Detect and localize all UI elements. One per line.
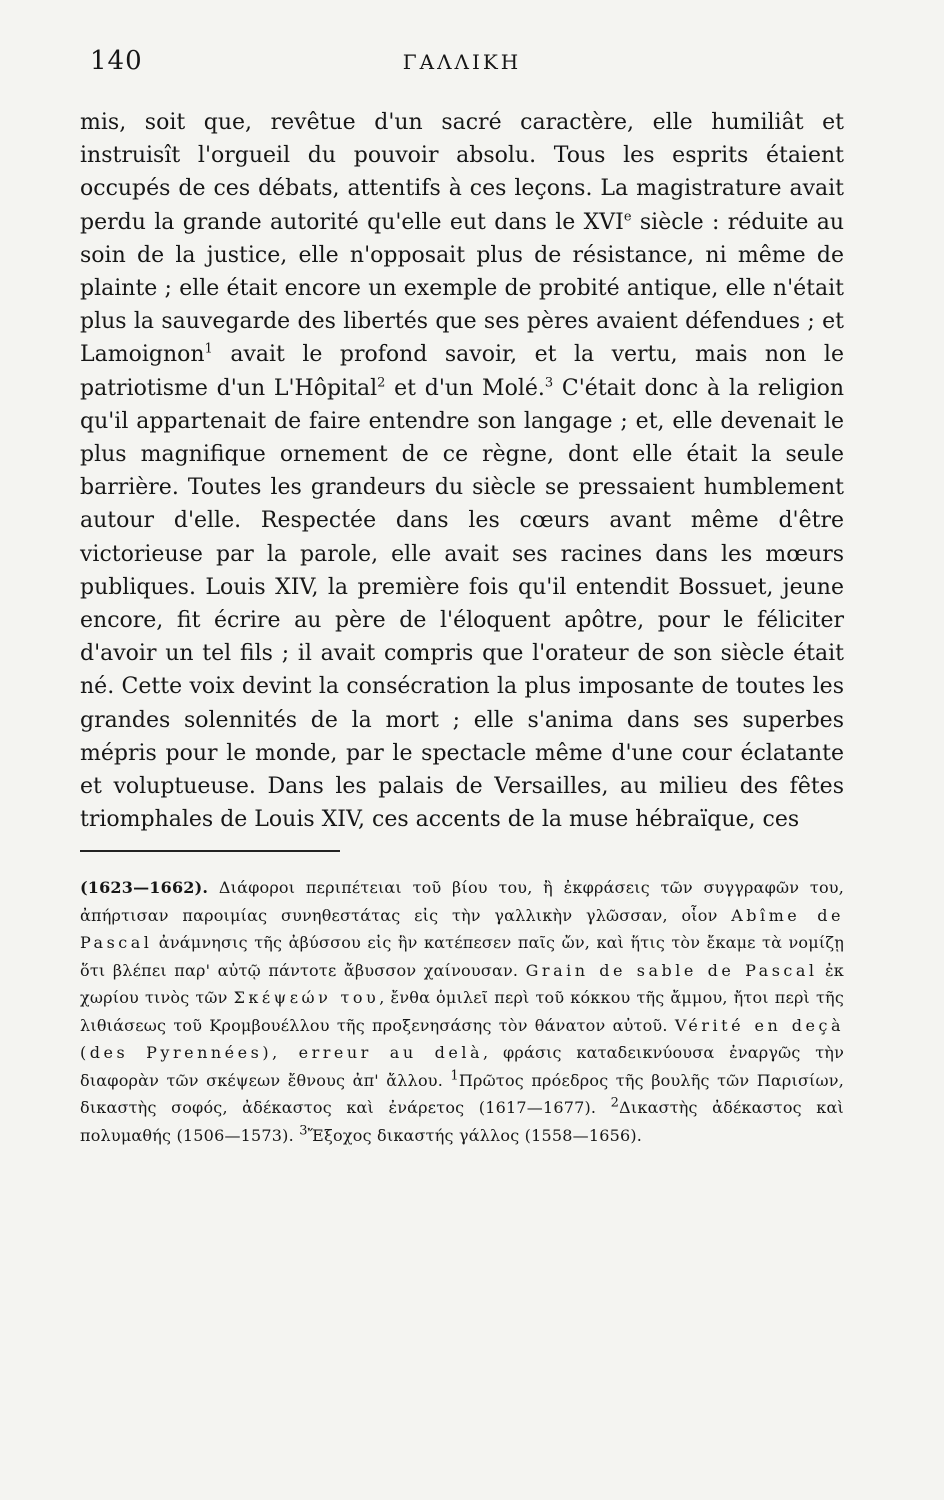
footnote-text: , φράσις καταδεικνύουσα ἐναργῶς τὴν διαφορὰν τῶν σκέψεων ἔθνους ἀπ' ἄλλου. (80, 1043, 844, 1090)
footnote-text: ἐκ χωρίου τινὸς τῶν (80, 960, 845, 1008)
superscript-e: e (623, 209, 632, 225)
body-text-segment: siècle : réduite au soin de la justice, elle n'opposait plus de résistance, ni même de plainte ; elle était encore un exemple de probité antique, elle n'était plus la sauvegarde des libertés que ses pères avaient défendues ; et Lamoignon (80, 209, 844, 368)
body-text-segment: avait le profond savoir, et la vertu, mais non le patriotisme d'un L'Hôpital (80, 342, 844, 401)
footnote-text: , ἔνθα ὁμιλεῖ περὶ τοῦ κόκκου τῆς ἄμμου, ἤτοι περὶ τῆς λιθιάσεως τοῦ Κρομβουέλλου τῆς προξενησάσης τὸν θάνατον αὐτοῦ. (80, 988, 844, 1035)
footnote-divider (80, 850, 340, 852)
footnote-french-phrase: Abîme de Pascal (80, 905, 844, 953)
footnote-french-phrase: Grain de sable de Pascal (525, 960, 818, 980)
body-text-segment: C'était donc à la religion qu'il appartenait de faire entendre son langage ; et, elle devenait le plus magnifique ornement de ce règne, dont elle était la seule barrière. Toutes les grandeurs du siècle se pressaient humblement autour d'elle. Respectée dans les cœurs avant même d'être victorieuse par la parole, elle avait ses racines dans les mœurs publiques. Louis XIV, la première fois qu'il entendit Bossuet, jeune encore, fit écrire au père de l'éloquent apôtre, pour le féliciter d'avoir un tel fils ; il avait compris que l'orateur de son siècle était né. Cette voix devint la consécration la plus imposante de toutes les grandes solennités de la mort ; elle s'anima dans ses superbes mépris pour le monde, par le spectacle même d'une cour éclatante et voluptueuse. Dans les palais de Versailles, au milieu des fêtes triomphales de Louis XIV, ces accents de la muse hébraïque, ces (80, 375, 844, 833)
footnotes (80, 874, 844, 1149)
footnote-text: Ἔξοχος δικαστής γάλλος (1558—1656). (307, 1125, 643, 1145)
body-text-segment: et d'un Molé. (385, 375, 545, 401)
footnote-ref-2: 2 (377, 375, 386, 391)
body-text-segment: mis, soit que, revêtue d'un sacré caractère, elle humiliât et instruisît l'orgueil du pouvoir absolu. Tous les esprits étaient occupés de ces débats, attentifs à ces leçons. La magistrature avait perdu la grande autorité qu'elle eut dans le XVI (80, 110, 844, 235)
footnote-ref-1: 1 (204, 342, 213, 358)
running-title: ΓΑΛΛΙΚΗ (402, 50, 522, 74)
footnote-paragraph (80, 874, 844, 1149)
footnote-text: Δικαστὴς ἀδέκαστος καὶ πολυμαθής (1506—1573). (80, 1098, 844, 1145)
footnote-number-1: 1 (450, 1068, 459, 1084)
running-head (80, 40, 844, 80)
footnote-greek-title: Σκέψεών του (233, 988, 380, 1008)
footnote-french-phrase: Vérité en deçà (des Pyrennées), erreur au delà (80, 1015, 844, 1063)
footnote-text: Διάφοροι περιπέτειαι τοῦ βίου του, ἢ ἐκφράσεις τῶν συγγραφῶν του, ἀπήρτισαν παροιμίας συνηθεστάτας εἰς τὴν γαλλικὴν γλῶσσαν, οἷον (80, 878, 844, 925)
body-paragraph (80, 106, 844, 836)
footnote-number-2: 2 (610, 1096, 620, 1112)
footnote-number-3: 3 (299, 1123, 308, 1139)
page-number: 140 (90, 46, 143, 76)
main-text (80, 106, 844, 836)
footnote-text: Πρῶτος πρόεδρος τῆς βουλῆς τῶν Παρισίων, δικαστὴς σοφός, ἀδέκαστος καὶ ἐνάρετος (1617—1677). (80, 1070, 844, 1118)
footnote-ref-3: 3 (544, 375, 554, 391)
footnote-text: ἀνάμνησις τῆς ἀβύσσου εἰς ἣν κατέπεσεν παῖς ὤν, καὶ ἥτις τὸν ἔκαμε τὰ νομίζῃ ὅτι βλέπει παρ' αὐτῷ πάντοτε ἄβυσσον χαίνουσαν. (80, 933, 844, 980)
footnote-dates: (1623—1662). (80, 878, 209, 898)
